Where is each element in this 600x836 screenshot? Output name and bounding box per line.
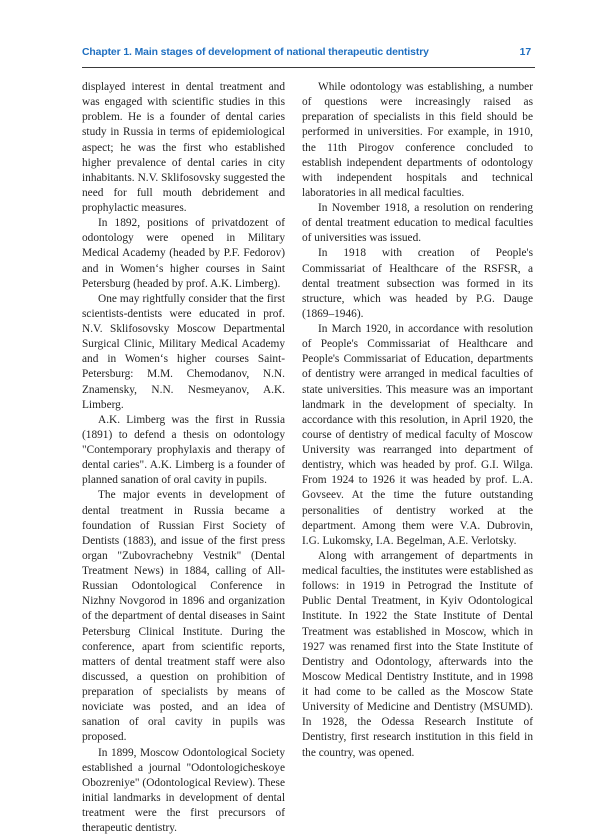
- paragraph: displayed interest in dental treatment and was engaged with scientific studies in this problem. He is a founder of dental caries study in Russia in terms of epidemiological aspect; he was the first who established higher prevalence of dental caries in city inhabitants. N.V. Sklifosovsky suggested the need for full mouth debridement and prophylactic measures.: [82, 80, 285, 216]
- paragraph: The major events in development of dental treatment in Russia became a foundation of Russian First Society of Dentists (1883), and issue of the first press organ "Zubovrachebny Vestnik" (Dental Treatment News) in 1884, calling of All-Russian Odontological Conference in Nizhny Novgorod in 1896 and organization of the department of dental diseases in Saint Petersburg Clinical Institute. During the conference, apart from scientific reports, matters of dental treatment staff were also discussed, a question on prohibition of preparation of specialists by means of noviciate was posted, and an idea of sanation of oral cavity in pupils was proposed.: [82, 488, 285, 745]
- chapter-title: Chapter 1. Main stages of development of national therapeutic dentistry: [82, 47, 429, 58]
- paragraph: While odontology was establishing, a number of questions were increasingly raised as preparation of specialists in this field should be performed in universities. For example, in 1910, the 11th Pirogov conference concluded to establish independent departments of odontology with independent hospitals and technical laboratories in all medical faculties.: [302, 80, 533, 201]
- paragraph: A.K. Limberg was the first in Russia (1891) to defend a thesis on odontology "Contemporary prophylaxis and therapy of dental caries". A.K. Limberg is a founder of planned sanation of oral cavity in pupils.: [82, 413, 285, 489]
- paragraph: One may rightfully consider that the first scientists-dentists were educated in prof. N.V. Sklifosovsky Moscow Departmental Surgical Clinic, Military Medical Academy and in Women‘s higher courses Saint-Petersburg: M.M. Chemodanov, N.N. Znamensky, N.N. Nesmeyanov, A.K. Limberg.: [82, 292, 285, 413]
- paragraph: In 1918 with creation of People's Commissariat of Healthcare of the RSFSR, a dental treatment subsection was formed in its structure, which was headed by P.G. Dauge (1869–1946).: [302, 246, 533, 322]
- paragraph: In 1899, Moscow Odontological Society established a journal "Odontologicheskoye Obozreniye" (Odontological Review). These initial landmarks in development of dental treatment were the first precursors of therapeutic dentistry.: [82, 746, 285, 836]
- paragraph: In March 1920, in accordance with resolution of People's Commissariat of Healthcare and People's Commissariat of Education, departments of dentistry were arranged in medical faculties of state universities. This measure was an important landmark in the development of specialty. In accordance with this resolution, in April 1920, the course of dentistry of medical faculty of Moscow University was rearranged into department of dentistry, which was headed by prof. G.I. Wilga. From 1924 to 1926 it was headed by prof. L.A. Govseev. At the time the future outstanding personalities of dentistry worked at the department. Among them were V.A. Dubrovin, I.G. Lukomsky, I.A. Begelman, A.E. Verlotsky.: [302, 322, 533, 549]
- paragraph: In November 1918, a resolution on rendering of dental treatment education to medical faculties of universities was issued.: [302, 201, 533, 246]
- paragraph: In 1892, positions of privatdozent of odontology were opened in Military Medical Academy (headed by P.F. Fedorov) and in Women‘s higher courses in Saint Petersburg (headed by prof. A.K. Limberg).: [82, 216, 285, 292]
- running-header: [82, 47, 535, 68]
- page-number: 17: [520, 47, 535, 58]
- left-column: [82, 80, 285, 836]
- right-column: [302, 80, 533, 761]
- paragraph: Along with arrangement of departments in medical faculties, the institutes were established as follows: in 1919 in Petrograd the Institute of Public Dental Treatment, in Kyiv Odontological Institute. In 1922 the State Institute of Dental Treatment was established in Moscow, which in 1927 was renamed first into the State Institute of Dentistry and Odontology, afterwards into the Moscow Medical Dentistry Institute, and in 1998 it had come to be called as the Moscow State University of Medicine and Dentistry (MSUMD). In 1928, the Odessa Research Institute of Dentistry, first research institution in this field in the country, was opened.: [302, 549, 533, 761]
